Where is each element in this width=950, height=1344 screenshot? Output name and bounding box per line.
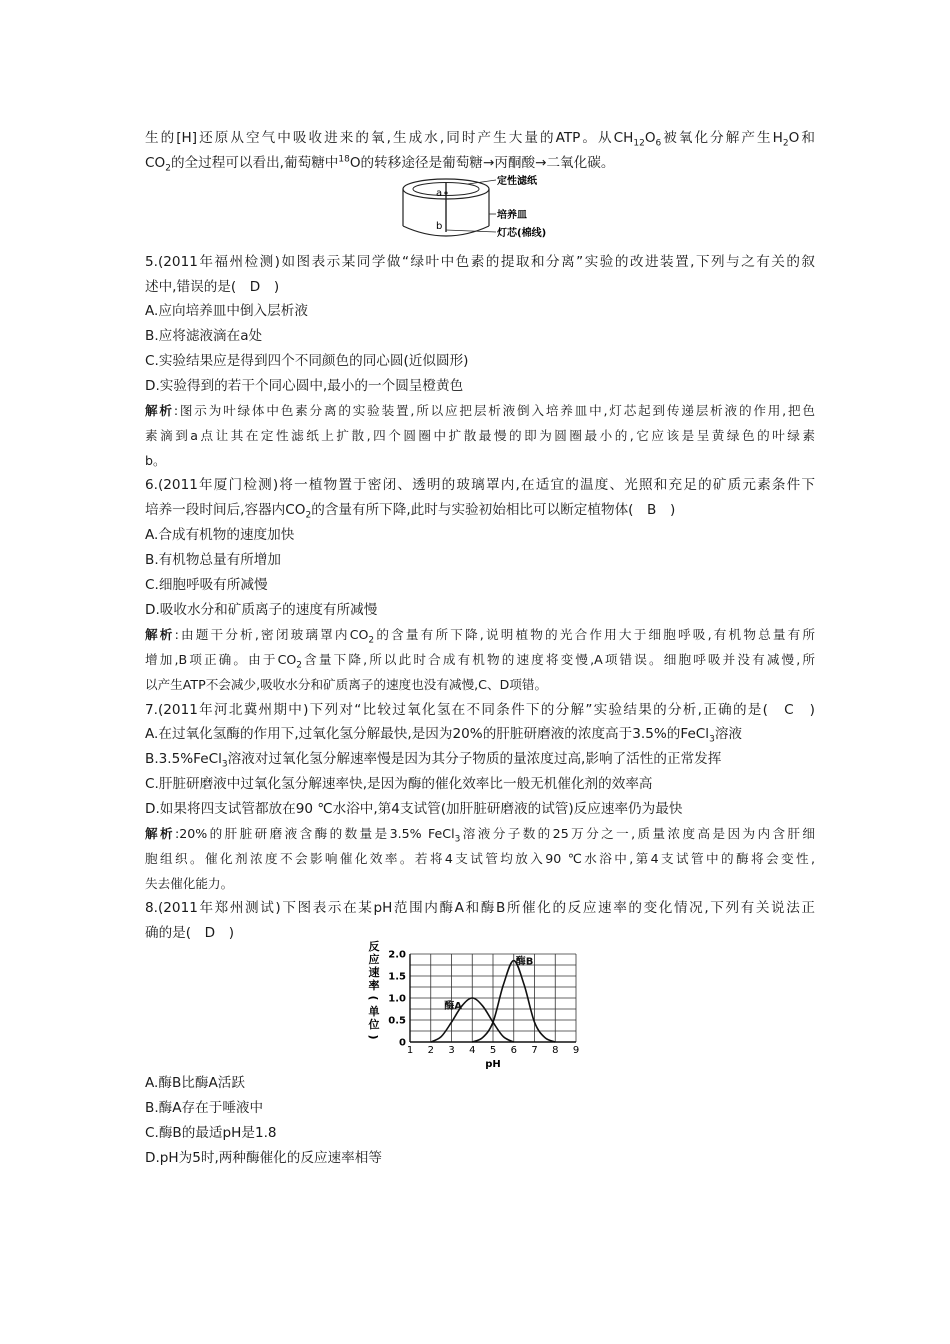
y-tick-label: 1.0 [388,993,406,1005]
x-tick-label: 3 [448,1045,455,1056]
q6-stem-2: 培养一段时间后,容器内$CO_2$的含量有所下降,此时与实验初始相比可以断定植物体( B ) [145,502,676,521]
series-label-enzyme-b: 酶B [515,956,534,968]
intro-line-1: 生的[H]还原从空气中吸收进来的氧,生成水,同时产生大量的ATP。从$CH_{12}O_6$被氧化分解产生$H_2O$和 [145,130,815,149]
x-tick-label: 9 [572,1045,580,1056]
q6-analysis-1: 解析:由题干分析,密闭玻璃罩内$CO_2$的含量有所下降,说明植物的光合作用大于细胞呼吸,有机物总量有所 [145,627,816,646]
q6-option-b: B.有机物总量有所增加 [145,552,281,568]
x-axis-label: pH [485,1059,501,1070]
q5-analysis-1: 解析:图示为叶绿体中色素分离的实验装置,所以应把层析液倒入培养皿中,灯芯起到传递层析液的作用,把色 [145,403,816,418]
leader-wick [446,230,496,232]
y-axis-label-char: 反 [368,940,380,953]
point-a-dot [444,191,447,194]
x-tick-label: 5 [489,1045,497,1056]
q5-option-a: A.应向培养皿中倒入层析液 [145,303,308,319]
q5-option-b: B.应将滤液滴在a处 [145,328,263,344]
q6-option-a: A.合成有机物的速度加快 [145,527,295,543]
enzyme-rate-chart-svg [362,940,590,1070]
q8-stem-2: 确的是( D ) [145,925,235,941]
q5-option-d: D.实验得到的若干个同心圆中,最小的一个圆呈橙黄色 [145,378,464,394]
q6-analysis-3: 以产生ATP不会减少,吸收水分和矿质离子的速度也没有减慢,C、D项错。 [145,677,548,692]
series-label-enzyme-a: 酶A [444,1001,462,1012]
q5-analysis-2: 素滴到a点让其在定性滤纸上扩散,四个圆圈中扩散最慢的即为圆圈最小的,它应该是呈黄绿色的叶绿素 [145,428,815,443]
q8-option-c: C.酶B的最适pH是1.8 [145,1125,277,1141]
q7-option-c: C.肝脏研磨液中过氧化氢分解速率快,是因为酶的催化效率比一般无机催化剂的效率高 [145,776,653,792]
x-tick-label: 6 [510,1045,517,1056]
label-wick: 灯芯(棉线) [497,228,547,239]
y-axis-label-char: 应 [368,953,380,966]
y-axis-label-char: ( [367,995,380,1001]
y-tick-label: 1.5 [388,971,406,983]
q7-option-a: A.在过氧化氢酶的作用下,过氧化氢分解最快,是因为20%的肝脏研磨液的浓度高于3.5%的FeCl$_3$溶液 [145,726,742,745]
q7-analysis-1: 解析:20%的肝脏研磨液含酶的数量是3.5% FeCl$_3$溶液分子数的25万分之一,质量浓度高是因为内含肝细 [145,826,816,845]
point-a-label: a [436,188,443,199]
q5-stem-1: 5.(2011年福州检测)如图表示某同学做“绿叶中色素的提取和分离”实验的改进装置,下列与之有关的叙 [145,254,815,270]
y-tick-label: 2.0 [388,949,406,961]
petri-dish-figure [398,174,558,240]
y-axis-label-char: 速 [368,966,380,979]
q8-option-b: B.酶A存在于唾液中 [145,1100,264,1116]
y-tick-label: 0 [399,1037,406,1049]
q8-stem-1: 8.(2011年郑州测试)下图表示在某pH范围内酶A和酶B所催化的反应速率的变化情况,下列有关说法正 [145,900,815,916]
label-filter-paper: 定性滤纸 [497,176,537,187]
petri-dish-drawing [398,174,558,240]
x-tick-label: 4 [469,1045,476,1056]
x-tick-label: 2 [427,1045,434,1056]
q6-analysis-2: 增加,B项正确。由于$CO_2$含量下降,所以此时合成有机物的速度将变慢,A项错误。细胞呼吸并没有减慢,所 [145,652,815,671]
enzyme-rate-chart [362,940,590,1070]
q6-option-c: C.细胞呼吸有所减慢 [145,577,268,593]
q6-option-d: D.吸收水分和矿质离子的速度有所减慢 [145,602,378,618]
y-axis-label-char: 率 [368,979,380,992]
q7-analysis-2: 胞组织。催化剂浓度不会影响催化效率。若将4支试管均放入90 ℃水浴中,第4支试管中的酶将会变性, [145,851,815,866]
intro-line-2: $CO_2$的全过程可以看出,葡萄糖中$^{18}$O的转移途径是葡萄糖→丙酮酸→二氧化碳。 [145,154,615,174]
q7-option-d: D.如果将四支试管都放在90 ℃水浴中,第4支试管(加肝脏研磨液的试管)反应速率仍为最快 [145,801,683,817]
y-axis-label-char: ) [367,1034,380,1040]
x-tick-label: 7 [531,1045,538,1056]
point-b-label: b [436,221,443,232]
q7-analysis-3: 失去催化能力。 [145,876,234,891]
y-tick-label: 0.5 [388,1015,406,1027]
x-tick-label: 8 [552,1045,559,1056]
chart-grid [410,954,576,1042]
x-tick-label: 1 [406,1045,414,1056]
q5-option-c: C.实验结果应是得到四个不同颜色的同心圆(近似圆形) [145,353,469,369]
label-dish: 培养皿 [497,210,527,221]
q8-option-d: D.pH为5时,两种酶催化的反应速率相等 [145,1150,382,1166]
q6-stem-1: 6.(2011年厦门检测)将一植物置于密闭、透明的玻璃罩内,在适宜的温度、光照和充足的矿质元素条件下 [145,477,815,493]
q8-option-a: A.酶B比酶A活跃 [145,1075,245,1091]
q5-analysis-3: b。 [145,453,166,468]
y-axis-label [367,940,380,1040]
q7-stem: 7.(2011年河北冀州期中)下列对“比较过氧化氢在不同条件下的分解”实验结果的分析,正确的是( C ) [145,702,815,718]
q5-stem-2: 述中,错误的是( D ) [145,279,280,295]
q7-option-b: B.3.5%FeCl$_3$溶液对过氧化氢分解速率慢是因为其分子物质的量浓度过高,影响了活性的正常发挥 [145,751,722,770]
y-axis-label-char: 位 [368,1018,380,1031]
y-axis-label-char: 单 [368,1005,380,1018]
